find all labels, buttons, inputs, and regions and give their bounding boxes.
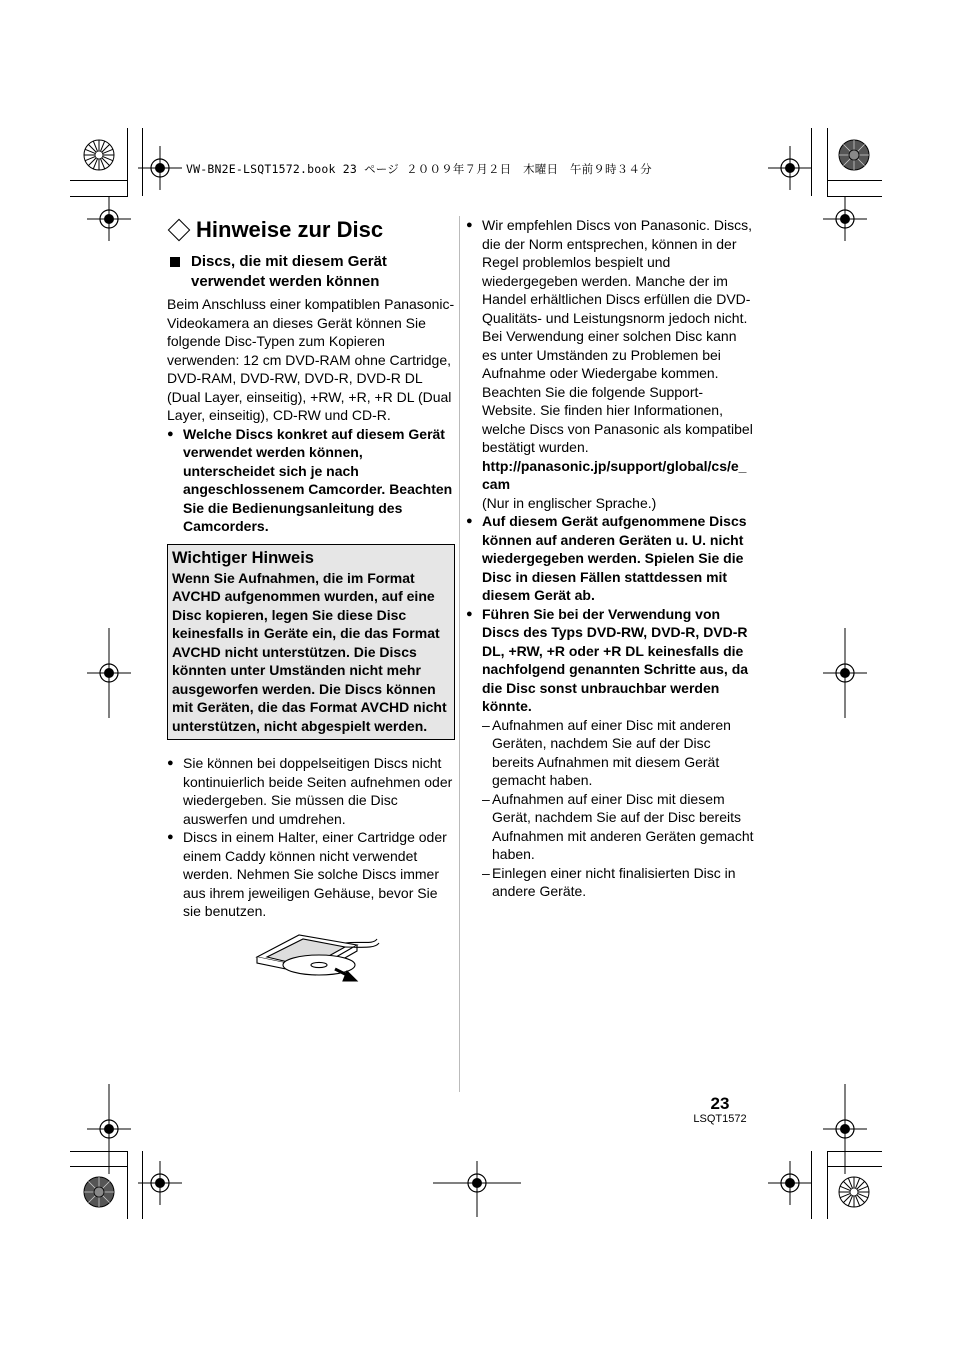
print-file-header: VW-BN2E-LSQT1572.book 23 ページ ２００９年７月２日 木曜日 午前９時３４分: [186, 162, 652, 176]
diamond-outline-icon: [168, 219, 191, 242]
bullet-dot-icon: ●: [466, 607, 473, 620]
bullet-item: [167, 754, 455, 828]
bullet-text: Sie können bei doppelseitigen Discs nicht kontinuierlich beide Seiten aufnehmen oder wiedergeben. Sie müssen die Disc auswerfen und umdrehen.: [183, 755, 453, 827]
bullet-item: [466, 605, 754, 716]
bullet-item: [167, 425, 455, 536]
dash-text: Aufnahmen auf einer Disc mit diesem Gerät, nachdem Sie auf der Disc bereits Aufnahmen mit anderen Geräten gemacht haben.: [492, 790, 754, 862]
black-square-icon: [170, 257, 180, 267]
bullet-item: [466, 216, 754, 512]
left-column: [167, 216, 455, 989]
section-title: [167, 216, 455, 244]
url-language-note: (Nur in englischer Sprache.): [482, 494, 657, 511]
dash-text: Einlegen einer nicht finalisierten Disc in andere Geräte.: [492, 864, 736, 899]
column-divider: [459, 216, 460, 1092]
page-number: 23: [710, 1094, 730, 1113]
document-code: LSQT1572: [693, 1113, 747, 1125]
bullet-item: [466, 512, 754, 605]
bullet-text: Führen Sie bei der Verwendung von Discs des Typs DVD-RW, DVD-R, DVD-R DL, +RW, +R oder +R DL keinesfalls die nachfolgend genannten Schritte aus, da die Disc sonst unbrauchbar werden könnte.: [482, 605, 749, 714]
bullet-dot-icon: ●: [167, 757, 174, 769]
subheading-text: Discs, die mit diesem Gerät verwendet werden können: [191, 253, 387, 290]
dash-item: – Aufnahmen auf einer Disc mit anderen Geräten, nachdem Sie auf der Disc bereits Aufnahmen mit diesem Gerät gemacht haben.: [482, 716, 754, 790]
right-column: [466, 216, 754, 901]
bullet-text: Discs in einem Halter, einer Cartridge oder einem Caddy können nicht verwendet werden. Nehmen Sie solche Discs immer aus ihrem jeweiligen Gehäuse, bevor Sie sie benutzen.: [183, 829, 447, 919]
bullet-dot-icon: ●: [466, 219, 473, 231]
bullet-text: Auf diesem Gerät aufgenommene Discs können auf anderen Geräten u. U. nicht wiedergegeben werden. Spielen Sie die Disc in diesen Fällen stattdessen mit diesem Gerät ab.: [482, 513, 747, 603]
disc-removal-illustration: [167, 927, 455, 989]
subheading: [167, 252, 455, 292]
dash-item: – Aufnahmen auf einer Disc mit diesem Gerät, nachdem Sie auf der Disc bereits Aufnahmen mit anderen Geräten gemacht haben.: [482, 790, 754, 862]
section-title-text: Hinweise zur Disc: [196, 217, 384, 242]
dash-text: Aufnahmen auf einer Disc mit anderen Geräten, nachdem Sie auf der Disc bereits Aufnahmen mit diesem Gerät gemacht haben.: [492, 716, 731, 788]
bullet-item: [167, 828, 455, 921]
dash-item: – Einlegen einer nicht finalisierten Disc in andere Geräte.: [482, 864, 754, 901]
bullet-dot-icon: ●: [466, 515, 473, 527]
intro-paragraph: Beim Anschluss einer kompatiblen Panasonic-Videokamera an dieses Gerät können Sie folgende Disc-Typen zum Kopieren verwenden: 12 cm DVD-RAM ohne Cartridge, DVD-RAM, DVD-RW, DVD-R, DVD-R DL (Dual Layer, einseitig), +RW, +R, +R DL (Dual Layer, einseitig), CD-RW und CD-R.: [167, 296, 455, 423]
support-url-link[interactable]: http://panasonic.jp/support/global/cs/e_cam: [482, 457, 747, 492]
bullet-dot-icon: ●: [167, 427, 174, 440]
important-notice-box: [167, 544, 455, 741]
notice-title: Wichtiger Hinweis: [172, 548, 314, 567]
notice-body: Wenn Sie Aufnahmen, die im Format AVCHD aufgenommen wurden, auf eine Disc kopieren, legen Sie diese Disc keinesfalls in Geräte ein, die das Format AVCHD nicht unterstützen. Die Discs könnten unter Umständen nicht mehr ausgeworfen werden. Die Discs können mit Geräten, die das Format AVCHD nicht unterstützen, nicht abgespielt werden.: [172, 569, 447, 734]
bullet-dot-icon: ●: [167, 831, 174, 843]
bullet-text: Welche Discs konkret auf diesem Gerät verwendet werden können, unterscheidet sich je nach angeschlossenem Camcorder. Beachten Sie die Bedienungsanleitung des Camcorders.: [183, 425, 453, 534]
bullet-text-support: Beachten Sie die folgende Support-Website. Sie finden hier Informationen, welche Discs von Panasonic als kompatibel bestätigt wurden.: [482, 383, 753, 455]
bullet-text: Wir empfehlen Discs von Panasonic. Discs, die der Norm entsprechen, können in der Regel problemlos bespielt und wiedergegeben werden. Manche der im Handel erhältlichen Discs erfüllen die DVD-Qualitäts- und Leistungsnorm jedoch nicht. Bei Verwendung einer solchen Disc kann es unter Umständen zu Problemen bei Aufnahme oder Wiedergabe kommen.: [482, 217, 752, 381]
